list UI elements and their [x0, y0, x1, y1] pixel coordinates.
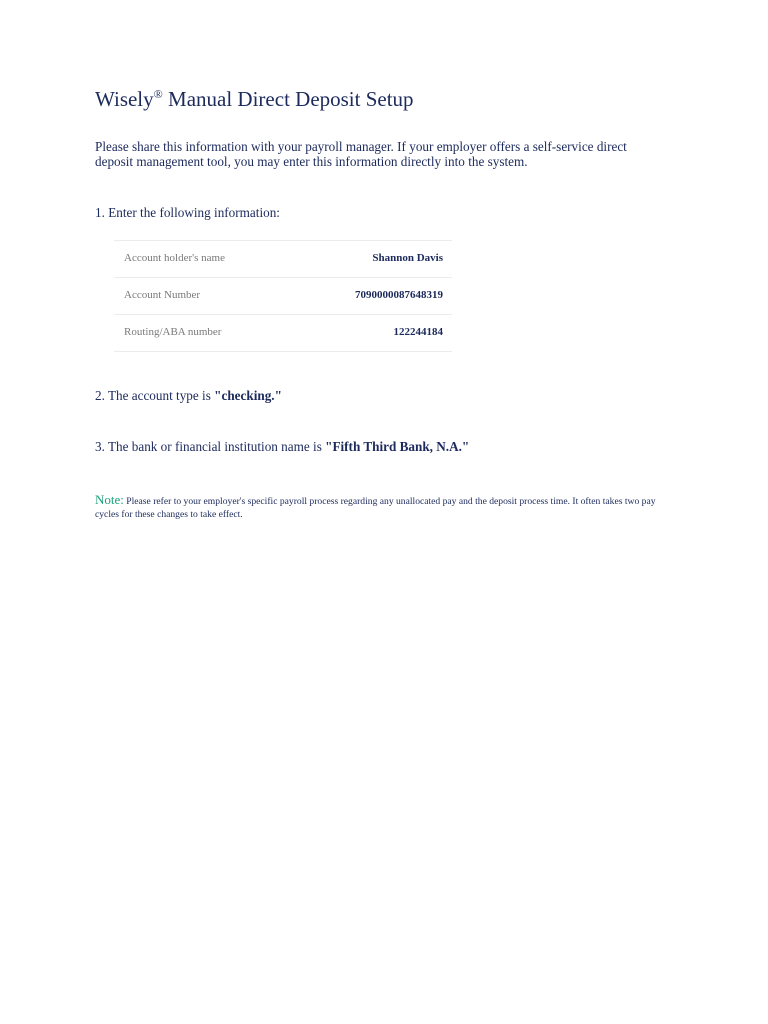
step-3-bank-name: [95, 439, 469, 455]
note-label: Note:: [95, 492, 124, 507]
routing-number-label: Routing/ABA number: [124, 326, 222, 338]
step-1-heading: 1. Enter the following information:: [95, 205, 280, 220]
registered-mark: ®: [153, 87, 163, 101]
intro-paragraph: Please share this information with your payroll manager. If your employer offers a self-service direct deposit management tool, you may enter this information directly into the system.: [95, 139, 627, 169]
title-text: Manual Direct Deposit Setup: [162, 87, 414, 111]
routing-number-row: [114, 315, 452, 352]
note-paragraph: [95, 493, 665, 521]
bank-name-value: "Fifth Third Bank, N.A.": [325, 439, 470, 454]
account-holder-label: Account holder's name: [124, 252, 225, 264]
account-info-table: [114, 240, 452, 352]
step-2-account-type: [95, 388, 282, 404]
account-number-row: [114, 278, 452, 315]
account-holder-row: [114, 241, 452, 278]
account-type-value: "checking.": [214, 388, 282, 403]
page-title: [95, 87, 414, 112]
note-text: Please refer to your employer's specific payroll process regarding any unallocated pay and the deposit process time. It often takes two pay cycles for these changes to take effect.: [95, 496, 656, 520]
brand-name: Wisely: [95, 87, 154, 111]
step-3-prefix: 3. The bank or financial institution name is: [95, 439, 326, 454]
account-number-label: Account Number: [124, 289, 201, 301]
routing-number-value: 122244184: [393, 326, 443, 338]
account-number-value: 7090000087648319: [355, 289, 443, 301]
step-2-prefix: 2. The account type is: [95, 388, 215, 403]
account-holder-value: Shannon Davis: [372, 252, 443, 264]
